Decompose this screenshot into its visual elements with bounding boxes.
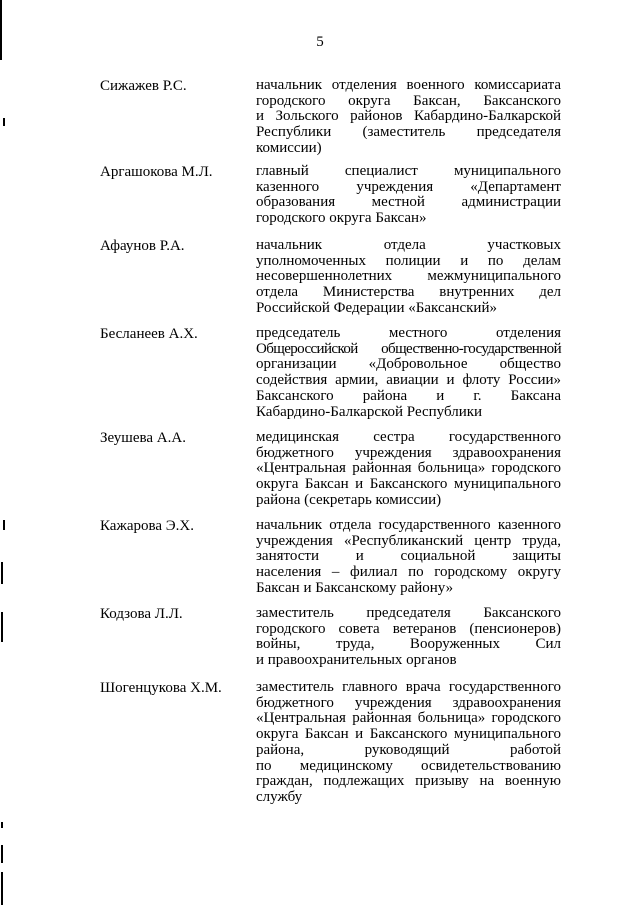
position-line: «Центральная районная больница» городского <box>256 710 561 727</box>
position-line: казенного учреждения «Департамент <box>256 178 561 195</box>
scan-edge-mark <box>0 0 2 60</box>
position-line: несовершеннолетних межмуниципального <box>256 268 561 285</box>
position-line: начальник отделения военного комиссариата <box>256 77 561 93</box>
position-line: учреждения «Республиканский центр труда, <box>256 532 561 549</box>
position-line: по медицинскому освидетельствованию <box>256 757 561 774</box>
position-line: Баксанского района и г. Баксана <box>256 387 561 404</box>
position-line: Кабардино-Балкарской Республики <box>256 403 483 420</box>
position-line: и Зольского районов Кабардино-Балкарской <box>256 108 561 125</box>
position-line: и правоохранительных органов <box>256 652 457 669</box>
position-line: главный специалист муниципального <box>256 163 561 179</box>
position-line: Республики (заместитель председателя <box>256 124 561 141</box>
member-name: Аргашокова М.Л. <box>100 164 213 180</box>
member-position <box>256 238 561 317</box>
scan-edge-mark <box>1 562 3 584</box>
scan-edge-mark <box>1 845 3 863</box>
member-name: Кодзова Л.Л. <box>100 606 183 622</box>
position-line: службу <box>256 788 303 805</box>
position-line: «Центральная районная больница» городского <box>256 460 561 477</box>
position-line: отдела Министерства внутренних дел <box>256 284 561 301</box>
position-line: содействия армии, авиации и флоту России» <box>256 372 561 389</box>
position-line: бюджетного учреждения здравоохранения <box>256 694 561 711</box>
position-line: уполномоченных полиции и по делам <box>256 252 561 269</box>
position-line: Баксан и Баксанскому району» <box>256 579 454 596</box>
position-line: граждан, подлежащих призыву на военную <box>256 773 561 790</box>
position-line: городского округа Баксан, Баксанского <box>256 92 561 109</box>
scan-edge-mark <box>3 520 5 530</box>
position-line: Российской Федерации «Баксанский» <box>256 299 497 316</box>
member-position <box>256 78 561 157</box>
member-name: Сижажев Р.С. <box>100 78 187 94</box>
position-line: занятости и социальной защиты <box>256 548 561 565</box>
member-position <box>256 430 561 509</box>
member-name: Кажарова Э.Х. <box>100 518 195 534</box>
position-line: городского округа Баксан» <box>256 210 427 227</box>
member-name: Зеушева А.А. <box>100 430 186 446</box>
position-line: комиссии) <box>256 139 322 156</box>
member-position <box>256 680 561 806</box>
member-position <box>256 164 561 227</box>
member-position <box>256 518 561 597</box>
scan-edge-mark <box>1 872 3 905</box>
position-line: медицинская сестра государственного <box>256 429 561 445</box>
position-line: округа Баксан и Баксанского муниципального <box>256 726 561 743</box>
position-line: начальник отдела государственного казенного <box>256 517 561 533</box>
member-name: Бесланеев А.Х. <box>100 326 198 342</box>
position-line: образования местной администрации <box>256 194 561 211</box>
page-number: 5 <box>316 34 324 50</box>
position-line: заместитель председателя Баксанского <box>256 605 561 621</box>
scan-edge-mark <box>3 118 5 126</box>
scan-edge-mark <box>1 822 3 828</box>
scan-edge-mark <box>1 612 3 642</box>
position-line: заместитель главного врача государственного <box>256 679 561 695</box>
member-name: Шогенцукова Х.М. <box>100 680 222 696</box>
member-name: Афаунов Р.А. <box>100 238 185 254</box>
position-line: председатель местного отделения <box>256 325 561 341</box>
position-line: организации «Добровольное общество <box>256 356 561 373</box>
member-position <box>256 326 561 420</box>
position-line: округа Баксан и Баксанского муниципального <box>256 476 561 493</box>
member-position <box>256 606 561 669</box>
position-line: бюджетного учреждения здравоохранения <box>256 444 561 461</box>
position-line: войны, труда, Вооруженных Сил <box>256 636 561 653</box>
position-line: района, руководящий работой <box>256 741 561 758</box>
position-line: района (секретарь комиссии) <box>256 491 442 508</box>
position-line: городского совета ветеранов (пенсионеров) <box>256 620 561 637</box>
position-line: Общероссийской общественно-государственной <box>256 340 561 357</box>
position-line: начальник отдела участковых <box>256 237 561 253</box>
position-line: населения – филиал по городскому округу <box>256 564 561 581</box>
